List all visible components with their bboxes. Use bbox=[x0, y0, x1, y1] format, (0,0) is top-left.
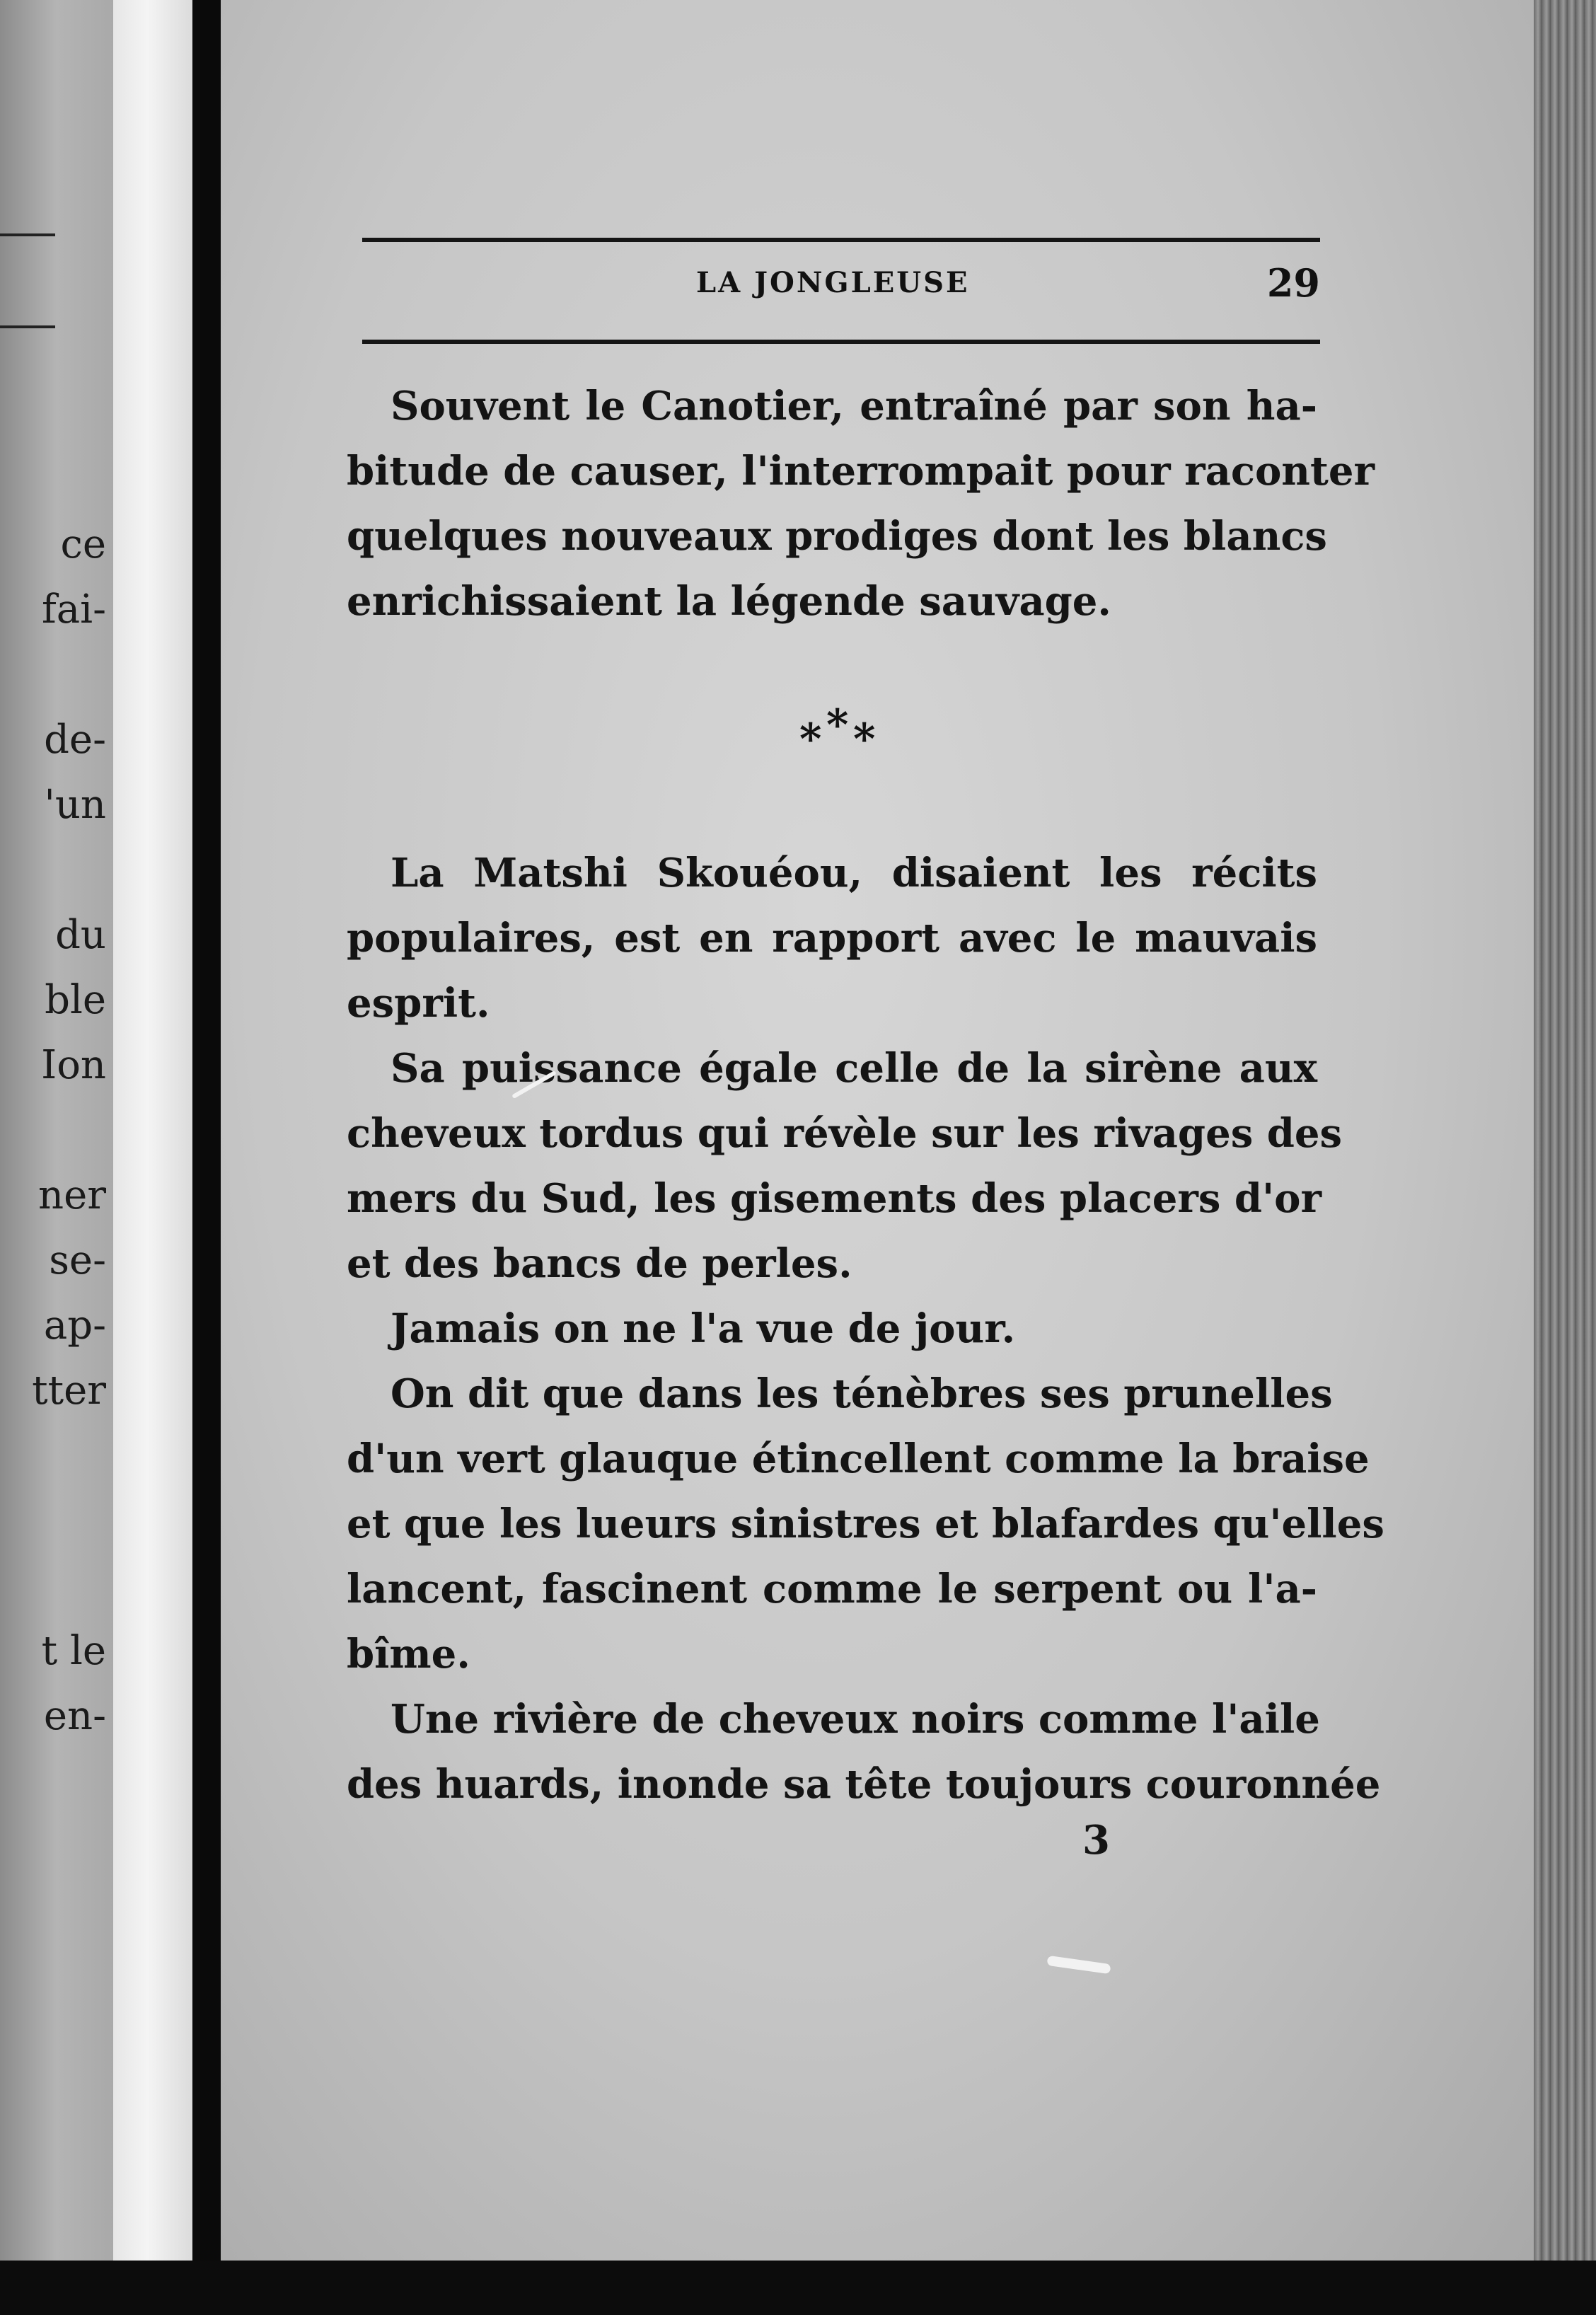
facing-line: du bbox=[55, 912, 106, 958]
facing-line: ce bbox=[60, 521, 106, 567]
page-edges bbox=[1534, 0, 1596, 2278]
scanner-bed-shadow bbox=[0, 2261, 1596, 2315]
section-matshi-skoueou bbox=[347, 841, 1384, 1817]
facing-line bbox=[0, 642, 106, 708]
facing-page-rule-bottom bbox=[0, 325, 55, 328]
facing-line: Ion bbox=[41, 1042, 106, 1088]
text-line: lancent, fascinent comme le serpent ou l'a- bbox=[347, 1566, 1317, 1612]
text-line: Sa puissance égale celle de la sirène aux bbox=[391, 1045, 1317, 1092]
paragraph-canotier bbox=[347, 374, 1375, 634]
binding-shadow bbox=[192, 0, 221, 2278]
facing-line: fai- bbox=[42, 587, 106, 633]
text-line: cheveux tordus qui révèle sur les rivages des bbox=[347, 1110, 1343, 1157]
text-line: des huards, inonde sa tête toujours couronnée bbox=[347, 1761, 1381, 1808]
text-line: populaires, est en rapport avec le mauvais bbox=[347, 915, 1317, 962]
facing-line: tter bbox=[32, 1368, 106, 1414]
facing-page-rule-top bbox=[0, 233, 55, 236]
facing-line bbox=[0, 1554, 106, 1619]
facing-line: t le bbox=[41, 1628, 106, 1674]
facing-line bbox=[0, 1424, 106, 1489]
header-rule-top bbox=[362, 238, 1320, 242]
asterism-star: * bbox=[853, 715, 876, 764]
facing-line: ner bbox=[38, 1172, 106, 1218]
text-line: enrichissaient la légende sauvage. bbox=[347, 578, 1111, 625]
asterism-star: * bbox=[799, 715, 822, 764]
signature-mark: 3 bbox=[1082, 1817, 1110, 1864]
facing-line: en- bbox=[43, 1693, 106, 1739]
facing-line: 'un bbox=[44, 782, 106, 828]
text-line: Jamais on ne l'a vue de jour. bbox=[391, 1305, 1016, 1352]
facing-line bbox=[0, 1098, 106, 1163]
text-line: bitude de causer, l'interrompait pour raconter bbox=[347, 448, 1375, 495]
facing-line: de- bbox=[44, 717, 106, 763]
running-head bbox=[362, 260, 1320, 310]
text-line: Souvent le Canotier, entraîné par son ha- bbox=[391, 383, 1317, 429]
facing-line bbox=[0, 1489, 106, 1554]
page-number: 29 bbox=[1266, 260, 1320, 306]
text-line: et que les lueurs sinistres et blafardes qu'elles bbox=[347, 1501, 1384, 1547]
facing-page-fragment bbox=[0, 0, 113, 2264]
facing-line: ble bbox=[45, 977, 106, 1023]
header-rule-bottom bbox=[362, 340, 1320, 344]
running-title: LA JONGLEUSE bbox=[696, 266, 970, 299]
text-line: esprit. bbox=[347, 980, 490, 1027]
text-line: Une rivière de cheveux noirs comme l'aile bbox=[391, 1696, 1320, 1743]
text-line: On dit que dans les ténèbres ses prunelles bbox=[391, 1370, 1333, 1417]
text-line: et des bancs de perles. bbox=[347, 1240, 852, 1287]
asterism-star: * bbox=[826, 700, 849, 750]
text-line: mers du Sud, les gisements des placers d'or bbox=[347, 1175, 1322, 1222]
text-line: bîme. bbox=[347, 1631, 470, 1678]
facing-line bbox=[0, 838, 106, 903]
section-separator-asterism bbox=[799, 700, 884, 764]
text-line: d'un vert glauque étincellent comme la braise bbox=[347, 1436, 1370, 1482]
page-gutter bbox=[113, 0, 198, 2264]
facing-line: ap- bbox=[43, 1303, 106, 1349]
facing-page-text bbox=[0, 512, 106, 1749]
text-line: La Matshi Skouéou, disaient les récits bbox=[391, 850, 1317, 896]
text-line: quelques nouveaux prodiges dont les blancs bbox=[347, 513, 1327, 560]
facing-line: se- bbox=[49, 1237, 106, 1283]
